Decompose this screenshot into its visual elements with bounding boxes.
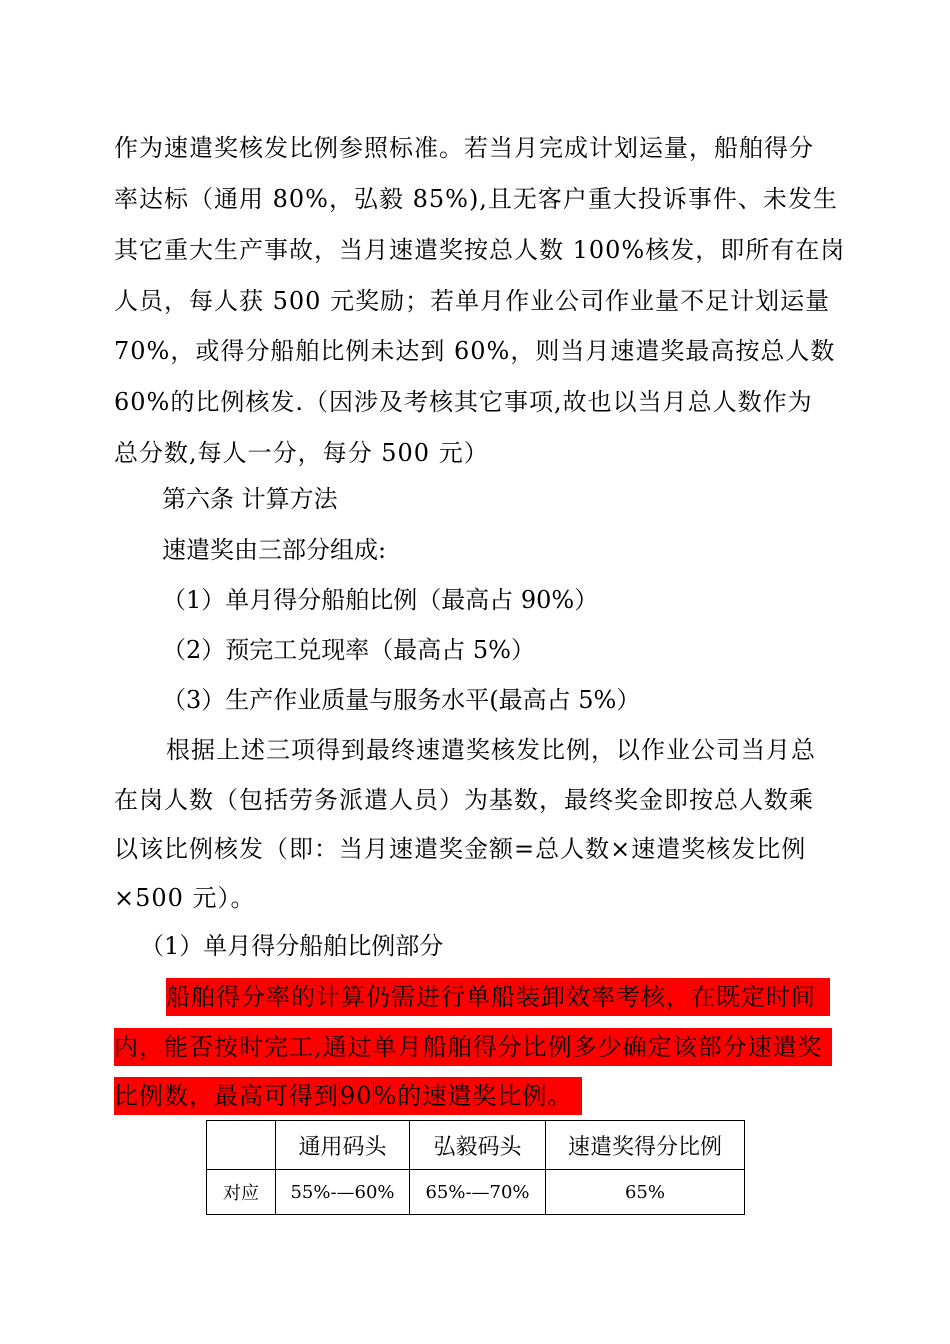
table-cell: 65% xyxy=(546,1170,745,1215)
highlighted-text: ,通过单月船舶得分比例多少确定该部分速遣奖 xyxy=(314,1033,823,1061)
paragraph-line: ×500 元）。 xyxy=(114,884,256,912)
highlighted-text: %的速遣奖比例。 xyxy=(373,1082,573,1110)
table-cell: 55%-—60% xyxy=(276,1170,410,1215)
paragraph-line: 70%，或得分船舶比例未达到 60%，则当月速遣奖最高按总人数 xyxy=(114,337,836,365)
paragraph-line: 人员，每人获 500 元奖励；若单月作业公司作业量不足计划运量 xyxy=(114,287,831,315)
highlighted-number: 90 xyxy=(340,1082,373,1110)
paragraph-line: 以该比例核发（即：当月速遣奖金额=总人数×速遣奖核发比例 xyxy=(114,835,807,863)
ratio-table xyxy=(206,1120,745,1215)
table-header-cell: 速遣奖得分比例 xyxy=(546,1121,745,1170)
highlighted-line xyxy=(114,1077,582,1115)
paragraph-line: 在岗人数（包括劳务派遣人员）为基数，最终奖金即按总人数乘 xyxy=(114,786,814,814)
table-header-cell: 弘毅码头 xyxy=(410,1121,546,1170)
table-cell: 对应 xyxy=(207,1170,276,1215)
highlighted-text: 比例数，最高可得到 xyxy=(114,1082,339,1110)
composition-intro: 速遣奖由三部分组成: xyxy=(162,536,387,564)
section-title: （1）单月得分船舶比例部分 xyxy=(140,932,444,960)
article-title: 第六条 计算方法 xyxy=(162,485,338,513)
paragraph-line: 其它重大生产事故，当月速遣奖按总人数 100%核发，即所有在岗 xyxy=(114,236,846,264)
paragraph-line: 总分数,每人一分，每分 500 元） xyxy=(114,439,489,467)
component-item: （2）预完工兑现率（最高占 5%） xyxy=(162,636,535,664)
component-item: （1）单月得分船舶比例（最高占 90%） xyxy=(162,586,599,614)
table-header-row xyxy=(207,1121,745,1170)
table-header-cell xyxy=(207,1121,276,1170)
paragraph-line: 率达标（通用 80%，弘毅 85%),且无客户重大投诉事件、未发生 xyxy=(114,185,838,213)
highlighted-line xyxy=(114,1028,832,1066)
table-header-cell: 通用码头 xyxy=(276,1121,410,1170)
highlighted-line: 船舶得分率的计算仍需进行单船装卸效率考核，在既定时间 xyxy=(166,978,830,1016)
paragraph-line: 根据上述三项得到最终速遣奖核发比例，以作业公司当月总 xyxy=(166,736,816,764)
table-row xyxy=(207,1170,745,1215)
paragraph-line: 60%的比例核发.（因涉及考核其它事项,故也以当月总人数作为 xyxy=(114,388,813,416)
table-cell: 65%-—70% xyxy=(410,1170,546,1215)
highlighted-text: 内，能否按时完工 xyxy=(114,1033,314,1061)
component-item: （3）生产作业质量与服务水平(最高占 5%） xyxy=(162,686,641,714)
paragraph-line: 作为速遣奖核发比例参照标准。若当月完成计划运量，船舶得分 xyxy=(114,134,814,162)
